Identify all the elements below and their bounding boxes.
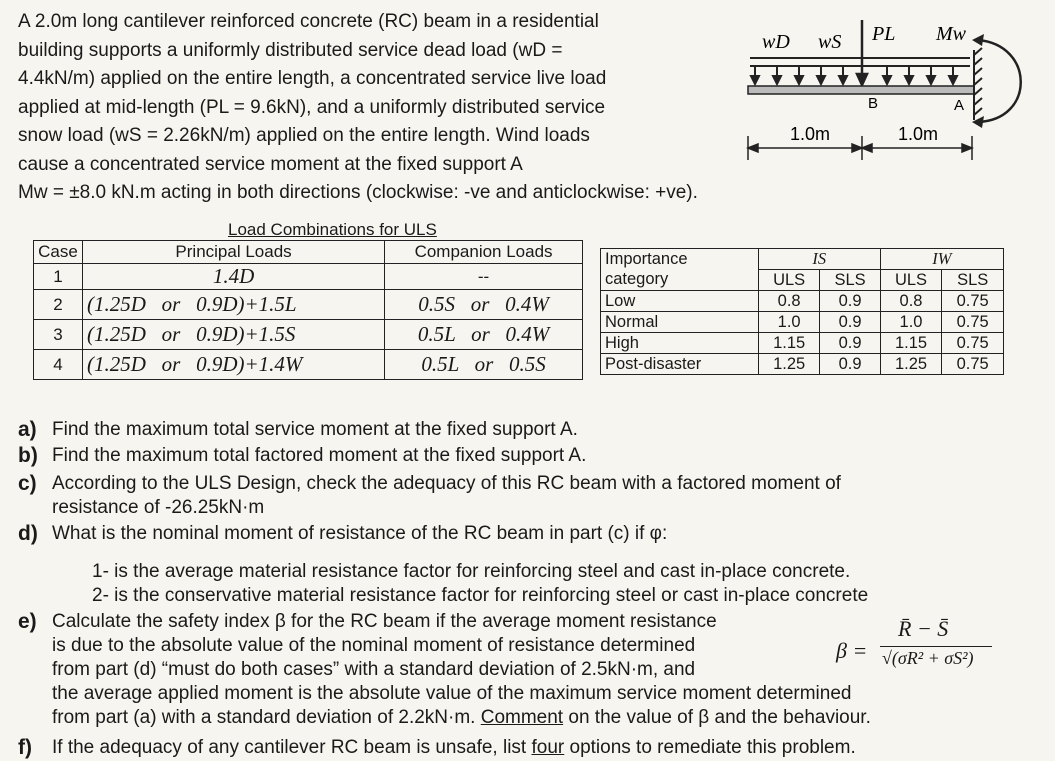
safety-index-formula: β = R̄ − S̄ √(σR² + σS²) [836,620,1006,680]
label-PL: PL [872,23,896,45]
table-row: High 1.15 0.9 1.15 0.75 [601,333,1004,354]
companion-header: Companion Loads [385,241,583,264]
intro-line: building supports a uniformly distributed service dead load (wD = [18,39,563,61]
load-combination-table [33,240,583,380]
load-table-title: Load Combinations for ULS [228,220,437,239]
label-Mw: Mw [936,23,966,45]
table-row: Low 0.8 0.9 0.8 0.75 [601,291,1004,312]
span-1: 1.0m [790,124,831,144]
intro-line: snow load (wS = 2.26kN/m) applied on the entire length. Wind loads [18,125,590,146]
intro-line: 4.4kN/m) applied on the entire length, a concentrated service live load [18,68,607,89]
question-d: d) What is the nominal moment of resistance of the RC beam in part (c) if φ: [18,522,668,545]
question-f: f) If the adequacy of any cantilever RC beam is unsafe, list four options to remediate this problem. [18,736,856,759]
span-2: 1.0m [898,124,939,144]
fixed-support [974,48,982,120]
table-row: 1 1.4D -- [34,264,583,290]
table-row: 2 (1.25D or 0.9D)+1.5L 0.5S or 0.4W [34,290,583,320]
iw-header: IW [880,249,1003,270]
table-row: Post-disaster 1.25 0.9 1.25 0.75 [601,354,1004,375]
importance-table: Importance IS IW category ULS SLS ULS SLS Low 0.8 0.9 0.8 0.75 Normal 1.0 0.9 1.0 0.75 High 1.15 0.9 1.15 0.75 Post-disaster 1.25 0.9 1.25 0.75 [600,248,1004,375]
dimension-lines [748,136,972,160]
intro-line: Mw = ±8.0 kN.m acting in both directions (clockwise: -ve and anticlockwise: +ve). [18,182,698,203]
principal-header: Principal Loads [83,241,385,264]
intro-line: cause a concentrated service moment at the fixed support A [18,153,523,175]
point-A: A [954,97,965,114]
question-d-1: 1- is the average material resistance factor for reinforcing steel and cast in-place concrete. [92,561,851,582]
table-row: Normal 1.0 0.9 1.0 0.75 [601,312,1004,333]
problem-statement [18,8,733,208]
intro-line: A 2.0m long cantilever reinforced concrete (RC) beam in a residential [18,11,599,32]
beam [748,86,974,94]
table-row: 3 (1.25D or 0.9D)+1.5S 0.5L or 0.4W [34,320,583,350]
table-row: 4 (1.25D or 0.9D)+1.4W 0.5L or 0.5S [34,350,583,380]
is-header: IS [758,249,880,270]
intro-line: applied at mid-length (PL = 9.6kN), and a uniformly distributed service [18,96,606,118]
label-wS: wS [818,31,842,53]
question-b: b) Find the maximum total factored moment at the fixed support A. [18,444,587,467]
case-header: Case [34,241,83,264]
beam-diagram [740,10,1050,170]
question-a: a) Find the maximum total service moment at the fixed support A. [18,418,578,441]
question-e: e) Calculate the safety index β for the RC beam if the average moment resistance is due to the absolute value of the nominal moment of resistance determined from part (d) “must do both cases” with a standard deviation of 2.5kN·m, and the average applied moment is the absolute value of the maximum service moment determined from part (a) with a standard deviation of 2.2kN·m. Comment on the value of β and the behaviour. [18,610,871,728]
question-d-2: 2- is the conservative material resistance factor for reinforcing steel or cast in-place concrete [92,585,869,606]
point-B: B [868,95,879,112]
question-c: c) According to the ULS Design, check the adequacy of this RC beam with a factored moment of resistance of -26.25kN·m [18,472,841,518]
moment-arc [978,40,1021,122]
point-load-arrow [857,20,867,85]
label-wD: wD [762,31,790,53]
